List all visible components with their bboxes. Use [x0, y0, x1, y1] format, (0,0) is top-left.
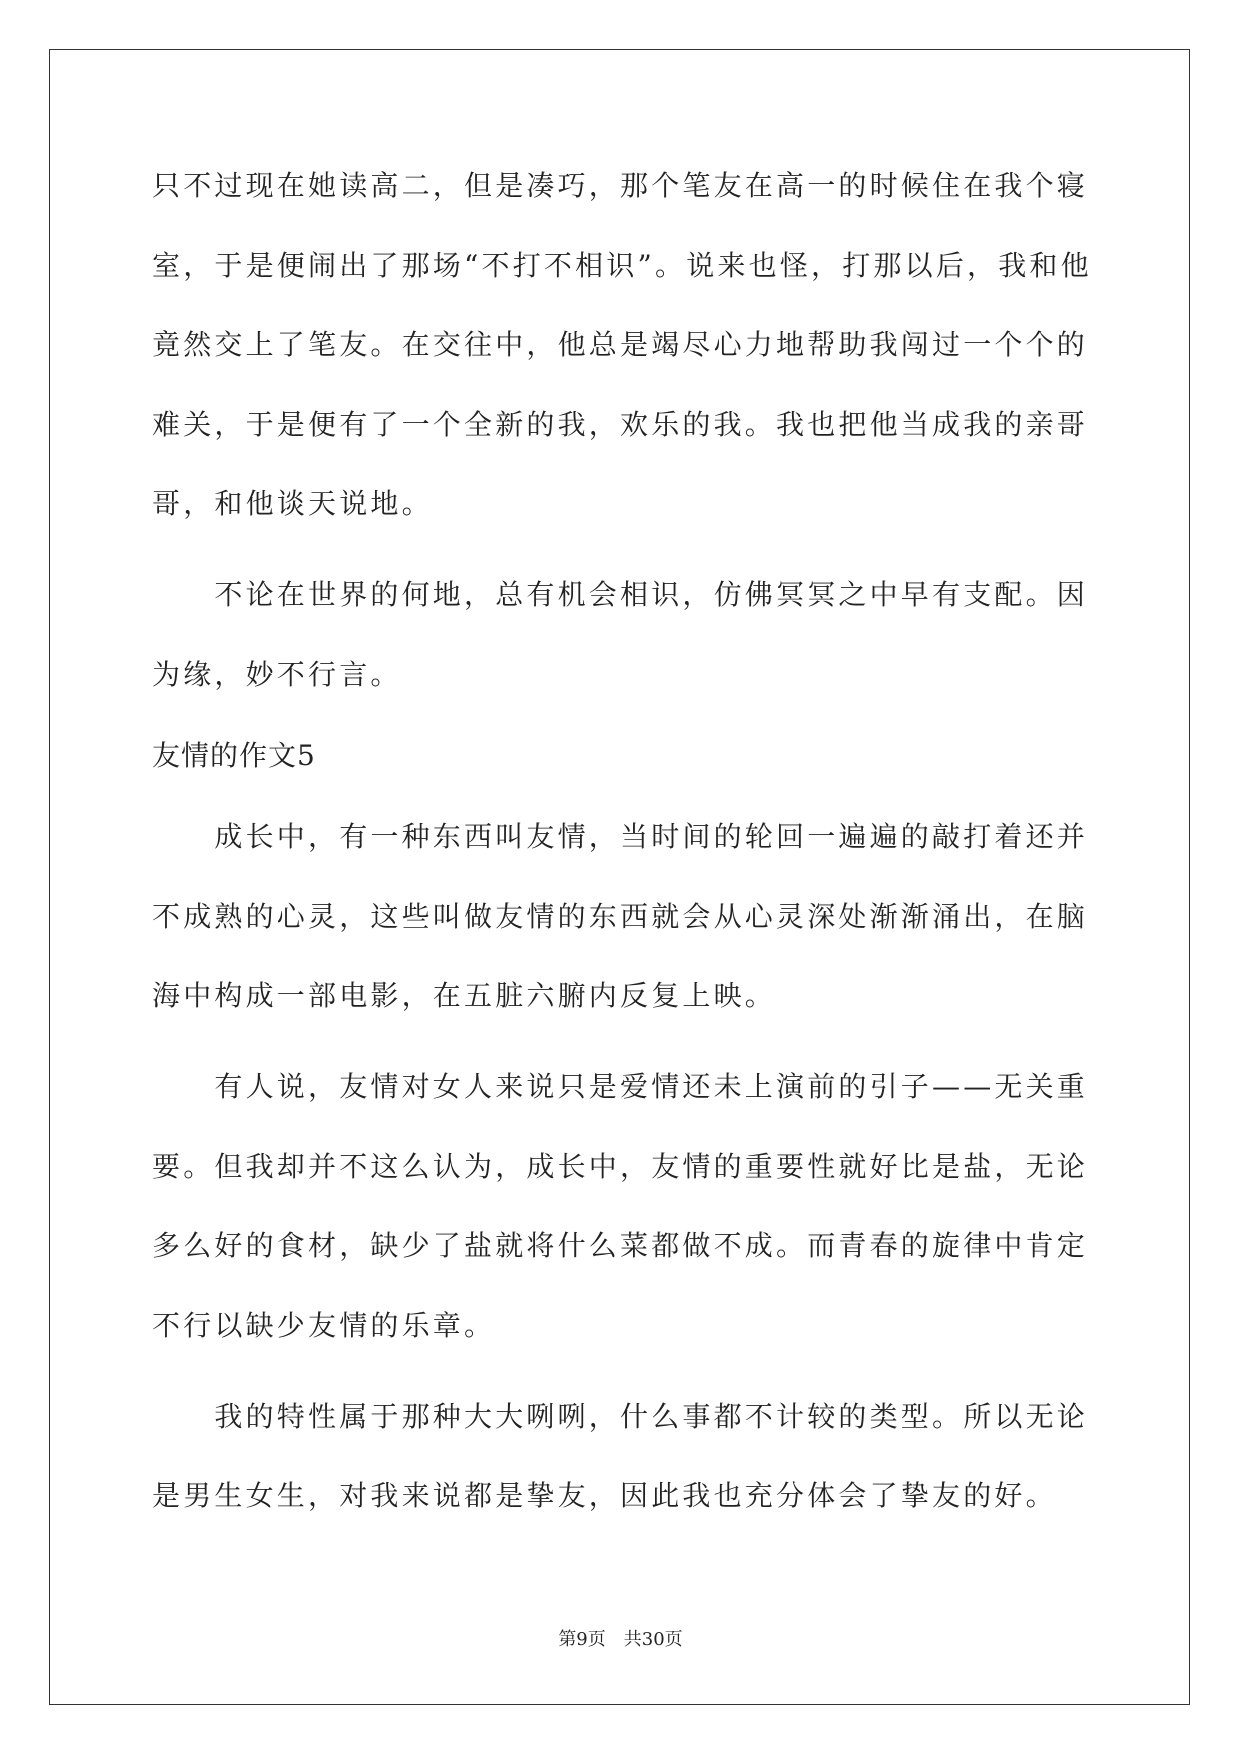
text-line: 海中构成一部电影，在五脏六腑内反复上映。 [152, 979, 777, 1012]
text-line: 难关，于是便有了一个全新的我，欢乐的我。我也把他当成我的亲哥 [152, 408, 1089, 441]
page-number: 第9页 共30页 [558, 1629, 683, 1650]
text-line: 多么好的食材，缺少了盐就将什么菜都做不成。而青春的旋律中肯定 [152, 1229, 1089, 1262]
page-border [49, 49, 1190, 1705]
text-line: 我的特性属于那种大大咧咧，什么事都不计较的类型。所以无论 [152, 1400, 1089, 1433]
section-heading: 友情的作文5 [152, 739, 316, 772]
text-line: 只不过现在她读高二，但是凑巧，那个笔友在高一的时候住在我个寝 [152, 169, 1089, 202]
text-line: 为缘，妙不行言。 [152, 658, 402, 691]
text-line: 不论在世界的何地，总有机会相识，仿佛冥冥之中早有支配。因 [152, 578, 1089, 611]
text-line: 不成熟的心灵，这些叫做友情的东西就会从心灵深处渐渐涌出，在脑 [152, 900, 1089, 933]
text-line: 室，于是便闹出了那场“不打不相识”。说来也怪，打那以后，我和他 [152, 249, 1092, 282]
text-line: 哥，和他谈天说地。 [152, 487, 433, 520]
text-line: 竟然交上了笔友。在交往中，他总是竭尽心力地帮助我闯过一个个的 [152, 328, 1089, 361]
text-line: 是男生女生，对我来说都是挚友，因此我也充分体会了挚友的好。 [152, 1479, 1057, 1512]
text-line: 不行以缺少友情的乐章。 [152, 1309, 496, 1342]
text-line: 成长中，有一种东西叫友情，当时间的轮回一遍遍的敲打着还并 [152, 820, 1089, 853]
text-line: 有人说，友情对女人来说只是爱情还未上演前的引子——无关重 [152, 1070, 1089, 1103]
text-line: 要。但我却并不这么认为，成长中，友情的重要性就好比是盐，无论 [152, 1150, 1089, 1183]
